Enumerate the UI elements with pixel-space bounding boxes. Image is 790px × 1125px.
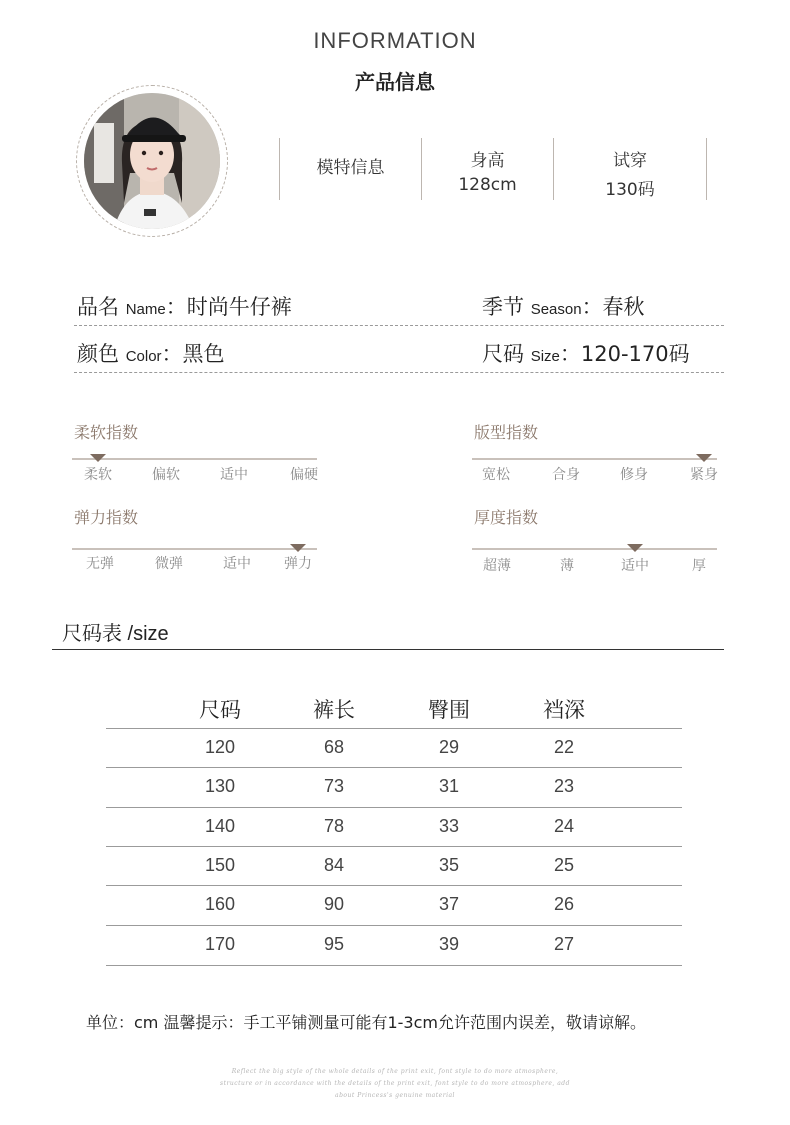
table-cell: 160 [204, 894, 236, 914]
table-cell: 95 [323, 934, 345, 954]
table-row-divider [106, 846, 682, 847]
index-title: 弹力指数 [74, 508, 139, 527]
table-cell: 90 [323, 894, 345, 914]
table-cell: 27 [553, 934, 575, 954]
index-level-label: 无弹 [86, 556, 114, 572]
table-cell: 140 [204, 816, 236, 836]
product-info-heading: 产品信息 [355, 70, 435, 94]
model-avatar [84, 93, 220, 229]
index-level-label: 适中 [621, 558, 649, 574]
index-level-label: 超薄 [483, 558, 511, 574]
table-cell: 78 [323, 816, 345, 836]
table-cell: 37 [438, 894, 460, 914]
size-label-cn: 尺码 [482, 342, 524, 366]
index-level-label: 适中 [223, 556, 251, 572]
index-scale-bar [472, 458, 717, 460]
table-cell: 25 [553, 855, 575, 875]
table-cell: 22 [553, 737, 575, 757]
size-table-header: 裆深 [543, 698, 585, 722]
size-chart-title-cn: 尺码表 [62, 621, 122, 645]
size-table-header: 尺码 [199, 698, 241, 722]
table-row-divider [106, 807, 682, 808]
name-label-cn: 品名 [77, 295, 119, 319]
season-field [482, 291, 645, 321]
season-label-cn: 季节 [482, 295, 524, 319]
table-cell: 26 [553, 894, 575, 914]
index-level-label: 柔软 [84, 467, 112, 483]
table-cell: 170 [204, 934, 236, 954]
table-cell: 31 [438, 776, 460, 796]
color-label-cn: 颜色 [77, 342, 119, 366]
height-value: 128cm [458, 175, 517, 195]
index-indicator-marker [696, 454, 712, 462]
table-row-divider [106, 767, 682, 768]
dashed-divider [74, 372, 724, 373]
index-scale-bar [472, 548, 717, 550]
index-indicator-marker [290, 544, 306, 552]
index-scale-bar [72, 458, 317, 460]
color-field [77, 338, 225, 368]
size-table-header: 臀围 [428, 698, 470, 722]
measurement-note: 单位：cm 温馨提示：手工平铺测量可能有1-3cm允许范围内误差，敬请谅解。 [86, 1013, 646, 1032]
index-indicator-marker [90, 454, 106, 462]
table-cell: 39 [438, 934, 460, 954]
index-level-label: 合身 [552, 467, 580, 483]
size-chart-rule [52, 649, 724, 650]
season-label-en: Season [530, 301, 582, 318]
try-size-label: 试穿 [613, 151, 647, 171]
table-cell: 150 [204, 855, 236, 875]
try-size-value: 130码 [605, 180, 655, 200]
table-cell: 120 [204, 737, 236, 757]
index-scale-bar [72, 548, 317, 550]
index-indicator-marker [627, 544, 643, 552]
table-row-divider [106, 965, 682, 966]
index-title: 版型指数 [474, 423, 539, 442]
table-cell: 68 [323, 737, 345, 757]
index-level-label: 宽松 [482, 467, 510, 483]
index-level-label: 微弹 [155, 556, 183, 572]
model-photo [84, 93, 220, 229]
table-row-divider [106, 728, 682, 729]
index-level-label: 偏软 [152, 467, 180, 483]
divider [706, 138, 707, 200]
table-cell: 84 [323, 855, 345, 875]
dashed-divider [74, 325, 724, 326]
product-name-field [77, 291, 292, 321]
color-value: ：黑色 [161, 342, 225, 366]
table-cell: 33 [438, 816, 460, 836]
information-title: INFORMATION [313, 28, 477, 53]
table-cell: 24 [553, 816, 575, 836]
size-chart-title [62, 617, 169, 646]
size-table-header: 裤长 [313, 698, 355, 722]
index-level-label: 紧身 [690, 467, 718, 483]
name-value: ：时尚牛仔裤 [165, 295, 292, 319]
index-level-label: 修身 [620, 467, 648, 483]
size-field [482, 338, 690, 368]
index-level-label: 偏硬 [290, 467, 318, 483]
size-value: ：120-170码 [559, 342, 690, 366]
table-cell: 130 [204, 776, 236, 796]
name-label-en: Name [125, 301, 166, 318]
table-row-divider [106, 925, 682, 926]
table-cell: 73 [323, 776, 345, 796]
index-title: 厚度指数 [474, 508, 539, 527]
index-level-label: 弹力 [284, 556, 312, 572]
footer-line-3: about Princess's genuine material [335, 1092, 455, 1099]
footer-line-1: Reflect the big style of the whole details of the print exit, font style to do more atmosphere, [231, 1068, 559, 1075]
index-level-label: 薄 [560, 558, 574, 574]
index-level-label: 适中 [220, 467, 248, 483]
color-label-en: Color [125, 348, 162, 365]
height-label: 身高 [470, 151, 505, 171]
index-level-label: 厚 [692, 558, 706, 574]
size-chart-title-en: /size [122, 623, 169, 645]
table-row-divider [106, 885, 682, 886]
footer-line-2: structure or in accordance with the details of the print exit, font style to do more atmosphere, add [220, 1080, 570, 1087]
season-value: ：春秋 [581, 295, 645, 319]
index-title: 柔软指数 [74, 423, 139, 442]
size-label-en: Size [530, 348, 560, 365]
table-cell: 29 [438, 737, 460, 757]
table-cell: 23 [553, 776, 575, 796]
model-info-label: 模特信息 [316, 158, 385, 178]
table-cell: 35 [438, 855, 460, 875]
